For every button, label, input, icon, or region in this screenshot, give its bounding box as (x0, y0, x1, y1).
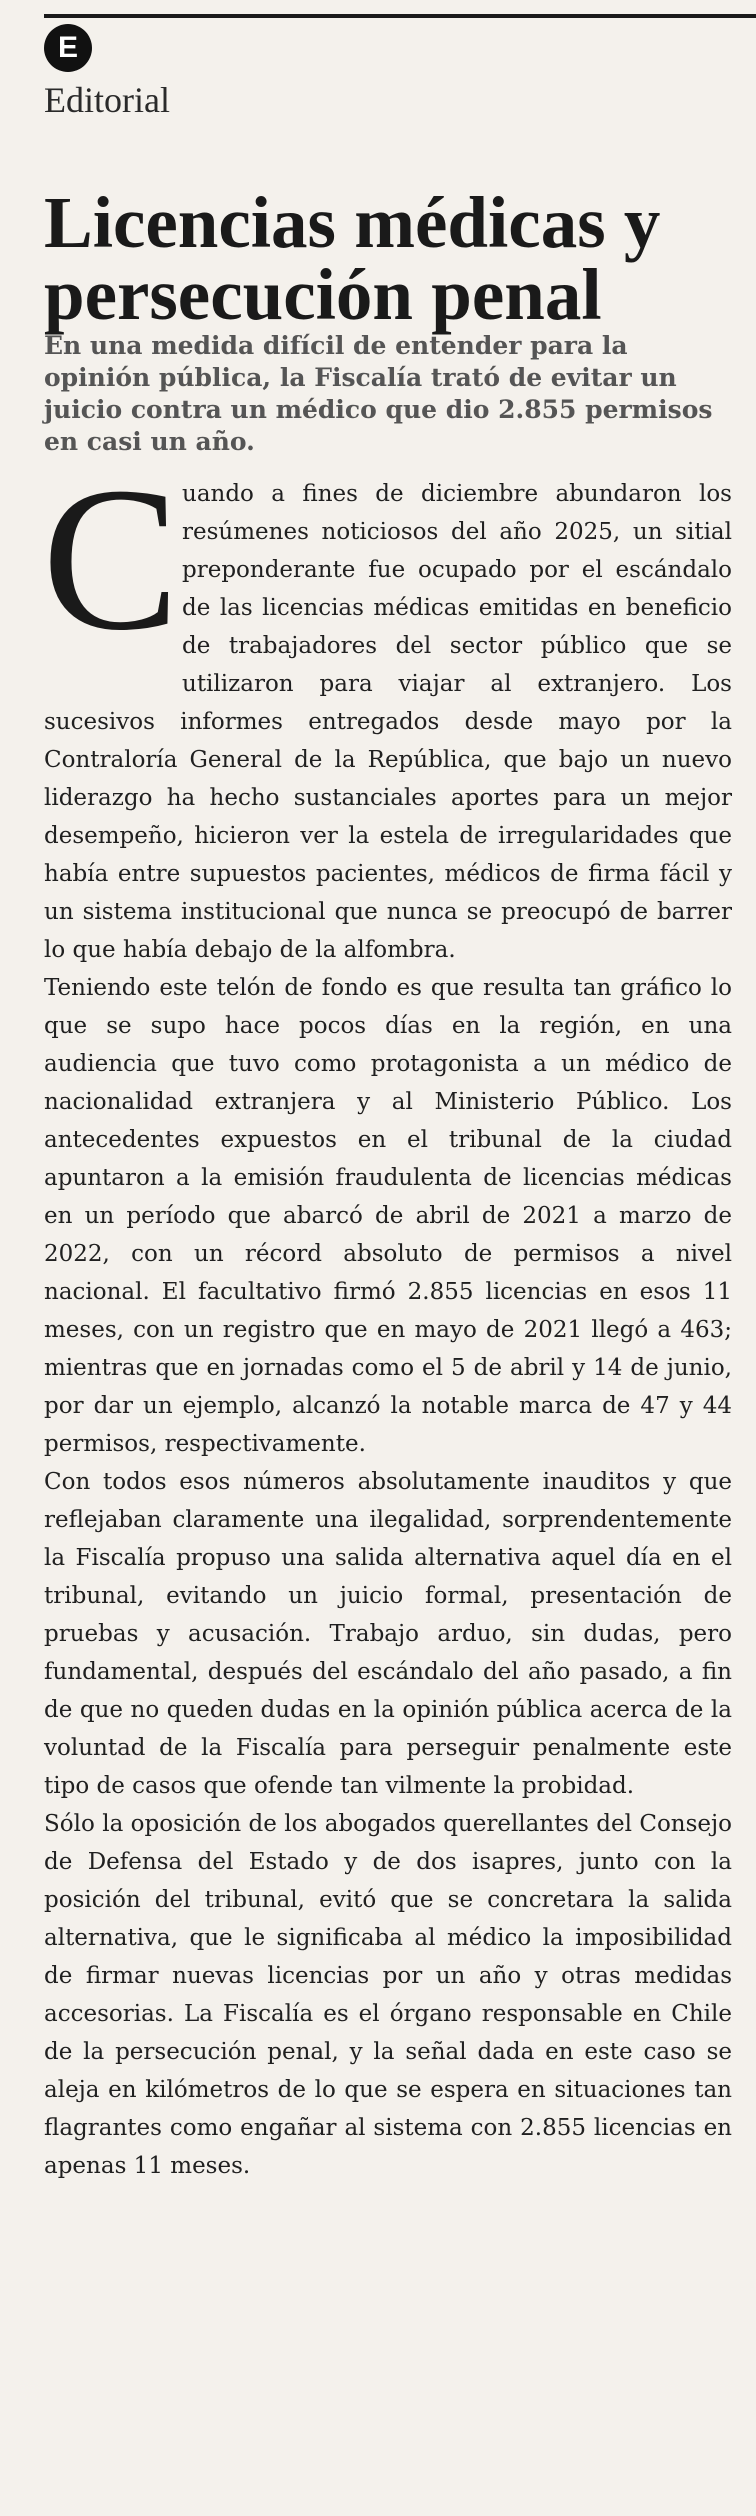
dropcap: C (42, 444, 180, 673)
section-label: Editorial (44, 80, 170, 120)
section-badge: E (44, 24, 92, 72)
headline: Licencias médicas y persecución penal (44, 181, 661, 335)
article-body (42, 444, 732, 2185)
paragraph-4: Sólo la oposición de los abogados querellantes del Consejo de Defensa del Estado y de dos isapres, junto con la posición del tribunal, evitó que se concretara la salida alternativa, que le significaba al médico la imposibilidad de firmar nuevas licencias por un año y otras medidas accesorias. La Fiscalía es el órgano responsable en Chile de la persecución penal, y la señal dada en este caso se aleja en kilómetros de lo que se espera en situaciones tan flagrantes como engañar al sistema con 2.855 licencias en apenas 11 meses. (44, 1811, 732, 2179)
deck: En una medida difícil de entender para la opinión pública, la Fiscalía trató de evitar un juicio contra un médico que dio 2.855 permisos en casi un año. (44, 331, 713, 456)
paragraph-3: Con todos esos números absolutamente inauditos y que reflejaban claramente una ilegalidad, sorprendentemente la Fiscalía propuso una salida alternativa aquel día en el tribunal, evitando un juicio formal, presentación de pruebas y acusación. Trabajo arduo, sin dudas, pero fundamental, después del escándalo del año pasado, a fin de que no queden dudas en la opinión pública acerca de la voluntad de la Fiscalía para perseguir penalmente este tipo de casos que ofende tan vilmente la probidad. (44, 1469, 732, 1799)
top-rule (44, 14, 756, 18)
paragraph-2: Teniendo este telón de fondo es que resulta tan gráfico lo que se supo hace pocos días en la región, en una audiencia que tuvo como protagonista a un médico de nacionalidad extranjera y al Ministerio Público. Los antecedentes expuestos en el tribunal de la ciudad apuntaron a la emisión fraudulenta de licencias médicas en un período que abarcó de abril de 2021 a marzo de 2022, con un récord absoluto de permisos a nivel nacional. El facultativo firmó 2.855 licencias en esos 11 meses, con un registro que en mayo de 2021 llegó a 463; mientras que en jornadas como el 5 de abril y 14 de junio, por dar un ejemplo, alcanzó la notable marca de 47 y 44 permisos, respectivamente. (44, 975, 732, 1457)
paragraph-1: uando a fines de diciembre abundaron los resúmenes noticiosos del año 2025, un sitial preponderante fue ocupado por el escándalo de las licencias médicas emitidas en beneficio de trabajadores del sector público que se utilizaron para viajar al extranjero. Los sucesivos informes entregados desde mayo por la Contraloría General de la República, que bajo un nuevo liderazgo ha hecho sustanciales aportes para un mejor desempeño, hicieron ver la estela de irregularidades que había entre supuestos pacientes, médicos de firma fácil y un sistema institucional que nunca se preocupó de barrer lo que había debajo de la alfombra. (44, 481, 732, 963)
